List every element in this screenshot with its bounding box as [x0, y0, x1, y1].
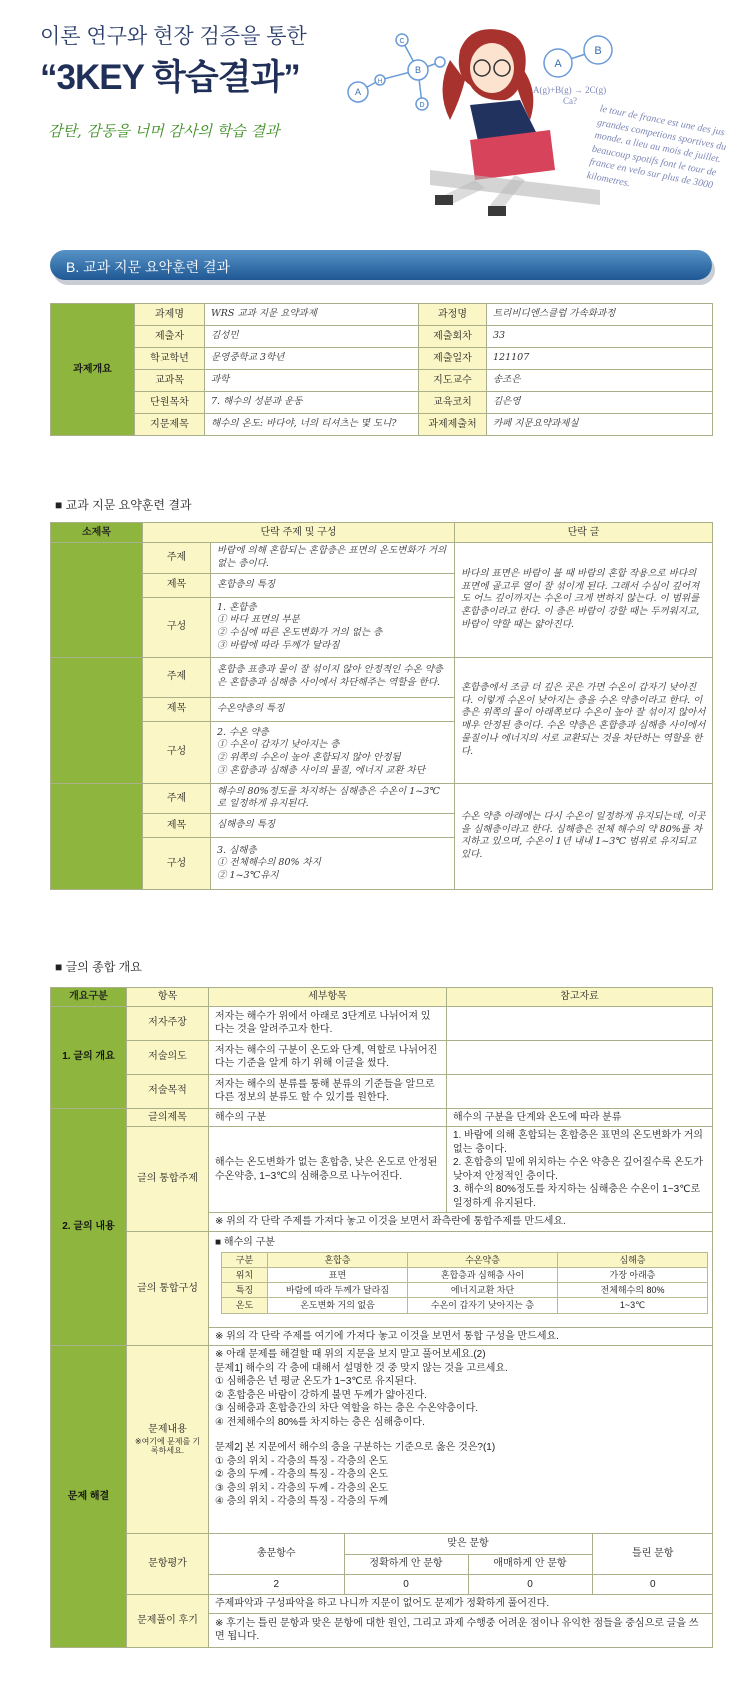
- header-subtitle: 이론 연구와 현장 검증을 통한: [40, 25, 307, 48]
- evaluation-cell: [209, 1534, 713, 1595]
- overall-ref-empty: [447, 1040, 713, 1074]
- comp-cell: 온도변화 거의 없음: [268, 1298, 408, 1313]
- comp-cell: 혼합층과 심해층 사이: [408, 1268, 558, 1283]
- problem-spacer: [215, 1429, 706, 1441]
- comp-line: ① 바다 표면의 부분: [217, 614, 300, 626]
- formula-text-2: Ca?: [563, 96, 577, 106]
- overall-table: [50, 987, 713, 1648]
- overview-label: 과정명: [419, 304, 487, 326]
- overview-label: 교육코치: [419, 392, 487, 414]
- problem-label-cell: [127, 1346, 209, 1534]
- problem-line: ③ 층의 위치 - 각층의 두께 - 각층의 온도: [215, 1482, 389, 1494]
- comp-line: ② 수심에 따른 온도변화가 거의 없는 층: [217, 627, 383, 639]
- problem-line: 문제1] 해수의 각 층에 대해서 설명한 것 중 맞지 않는 것을 고르세요.: [215, 1362, 508, 1374]
- ref-line: 3. 해수의 80%정도를 차지하는 심해층은 수온이 1~3℃로 일정하게 유지된다.: [453, 1184, 701, 1209]
- overall-ref-empty: [447, 1006, 713, 1040]
- row-label-title: 제목: [143, 814, 211, 838]
- composition-note: ※ 위의 각 단락 주제를 여기에 가져다 놓고 이것을 보면서 통합 구성을 만드세요.: [209, 1327, 713, 1346]
- overview-value: WRS 교과 지문 요약과제: [205, 304, 419, 326]
- comp-cell: 가장 아래층: [558, 1268, 708, 1283]
- overall-row-text: 저자는 해수의 구분이 온도와 단계, 역할로 나뉘어진다는 기준을 알게 하기 위해 이글을 썼다.: [209, 1040, 447, 1074]
- overview-value: 해수의 온도: 바다야, 너의 티셔츠는 몇 도니?: [205, 414, 419, 436]
- diagram-label: C: [399, 38, 405, 45]
- eval-value: 0: [468, 1574, 592, 1594]
- block-topic: 바람에 의해 혼합되는 혼합층은 표면의 온도변화가 거의 없는 층이다.: [211, 543, 455, 574]
- problem-line: ① 층의 위치 - 각층의 특징 - 각층의 온도: [215, 1455, 389, 1467]
- overview-label: 제출자: [135, 326, 205, 348]
- ref-line: 2. 혼합층의 밑에 위치하는 수온 약층은 깊어질수록 온도가 낮아져 안정적인 층이다.: [453, 1157, 703, 1182]
- overview-value: 121107: [487, 348, 713, 370]
- row-label-topic: 주제: [143, 783, 211, 814]
- overview-value: 7. 해수의 성분과 운동: [205, 392, 419, 414]
- block-paragraph: 수온 약층 아래에는 다시 수온이 일정하게 유지되는데, 이곳을 심해층이라고 한다. 심해층은 전체 해수의 약 80%를 차지하고 있으며, 수온이 1년 내내 1~3℃ 범위로 유지되고 있다.: [455, 783, 713, 890]
- problem-line: ① 심해층은 년 평균 온도가 1~3℃로 유지된다.: [215, 1376, 417, 1387]
- overview-value: 김성민: [205, 326, 419, 348]
- text-title: 해수의 구분: [209, 1108, 447, 1127]
- overview-label: 지도교수: [419, 370, 487, 392]
- block-composition: [211, 597, 455, 657]
- diagram-label: D: [419, 102, 425, 109]
- overview-value: 트리비디엔스클럽 가속화과정: [487, 304, 713, 326]
- overall-row-label: 글의제목: [127, 1108, 209, 1127]
- row-label-comp: 구성: [143, 838, 211, 890]
- problem-content: [209, 1346, 713, 1534]
- comp-line: 2. 수온 약층: [217, 726, 269, 738]
- row-label-title: 제목: [143, 697, 211, 721]
- overall-row-text: 저자는 해수의 분류를 통해 분류의 기준들을 알므로 다른 정보의 분류도 할 수 있기를 원한다.: [209, 1074, 447, 1108]
- comp-cell: 1~3℃: [558, 1298, 708, 1313]
- comp-cell: 특징: [222, 1283, 268, 1298]
- overall-row-label: 글의 통합주제: [127, 1127, 209, 1232]
- comp-cell: 에너지교환 차단: [408, 1283, 558, 1298]
- eval-head: 틀린 문항: [592, 1534, 712, 1574]
- comp-cell: 온도: [222, 1298, 268, 1313]
- header-handwritten: 감탄, 감동을 너머 감사의 학습 결과: [48, 122, 280, 140]
- section-b-title: B. 교과 지문 요약훈련 결과: [50, 250, 712, 280]
- comp-cell: 바람에 따라 두께가 달라짐: [268, 1283, 408, 1298]
- overall-row-text: 저자는 해수가 위에서 아래로 3단계로 나뉘어져 있다는 것을 알려주고자 한다.: [209, 1006, 447, 1040]
- overview-label: 과제제출처: [419, 414, 487, 436]
- overview-label: 지문제목: [135, 414, 205, 436]
- formula-text: A(g)+B(g) → 2C(g): [533, 85, 607, 95]
- eval-value: 0: [592, 1574, 712, 1594]
- overall-heading: ■ 글의 종합 개요: [55, 960, 142, 974]
- bubble-label: B: [594, 45, 602, 57]
- eval-head: 맞은 문항: [344, 1534, 592, 1554]
- evaluation-label: 문항평가: [127, 1534, 209, 1595]
- comp-line: 1. 혼합층: [217, 601, 257, 613]
- diagram-label: B: [414, 65, 422, 75]
- integrated-theme-ref: [447, 1127, 713, 1213]
- summary-subtitle-cell: [51, 783, 143, 890]
- review-note: ※ 후기는 틀린 문항과 맞은 문항에 대한 원인, 그리고 과제 수행중 어려운 점이나 유익한 점들을 중심으로 글을 쓰면 됩니다.: [209, 1613, 713, 1647]
- comp-head: 혼합층: [268, 1253, 408, 1268]
- summary-heading: ■ 교과 지문 요약훈련 결과: [55, 498, 192, 512]
- integrated-theme: 해수는 온도변화가 없는 혼합층, 낮은 온도로 안정된 수온약층, 1~3℃의 심해층으로 나누어진다.: [209, 1127, 447, 1213]
- eval-head: 애매하게 안 문항: [468, 1554, 592, 1574]
- overview-value: 김은영: [487, 392, 713, 414]
- header-title: “3KEY 학습결과”: [40, 58, 300, 97]
- block-composition: [211, 838, 455, 890]
- overall-row-label: 저술의도: [127, 1040, 209, 1074]
- overview-value: 문영중학교 3학년: [205, 348, 419, 370]
- theme-note: ※ 위의 각 단락 주제를 가져다 놓고 이것을 보면서 좌측란에 통합주제를 만드세요.: [209, 1213, 713, 1232]
- overall-row-label: 저술목적: [127, 1074, 209, 1108]
- composition-title: ■ 해수의 구분: [215, 1236, 275, 1248]
- overview-label: 제출일자: [419, 348, 487, 370]
- overview-label: 학교학년: [135, 348, 205, 370]
- overall-col-header: 세부항목: [209, 988, 447, 1007]
- problem-line: 문제2] 본 지문에서 해수의 층을 구분하는 기준으로 옳은 것은?(1): [215, 1442, 496, 1453]
- row-label-comp: 구성: [143, 597, 211, 657]
- overall-section-3: 문제 해결: [51, 1346, 127, 1648]
- problem-line: ③ 심해층과 혼합층간의 차단 역할을 하는 층은 수온약층이다.: [215, 1403, 479, 1414]
- overview-label: 교과목: [135, 370, 205, 392]
- block-topic: 해수의 80%정도를 차지하는 심해층은 수온이 1~3℃로 일정하게 유지된다.: [211, 783, 455, 814]
- block-paragraph: 혼합층에서 조금 더 깊은 곳은 가면 수온이 갑자기 낮아진다. 이렇게 수온이 낮아지는 층을 수온 약층이라고 한다. 이 층은 위쪽의 물이 아래쪽보다 수온이 높아 잘 섞이지 않아서 매우 안정된 층이다. 수온 약층은 혼합층과 심해층 사이에서 물질이나 에너지의 서로 교환되는 것을 차단하는 역할을 한다.: [455, 657, 713, 783]
- comp-line: 3. 심해층: [217, 844, 257, 856]
- comp-cell: 수온이 갑자기 낮아지는 층: [408, 1298, 558, 1313]
- overview-value: 33: [487, 326, 713, 348]
- overall-row-label: 저자주장: [127, 1006, 209, 1040]
- overview-label: 과제명: [135, 304, 205, 326]
- comp-line: ② 1~3℃유지: [217, 870, 279, 882]
- french-text: le tour de france est une des jus grandes competions sportives du monde. a lieu au mois de juillet. beaucoup spotifs font le tour de france en velo sur plus de 3000 kilometres.: [585, 103, 728, 192]
- problem-line: ② 혼합층은 바람이 강하게 불면 두께가 얇아진다.: [215, 1389, 427, 1401]
- comp-cell: 전체해수의 80%: [558, 1283, 708, 1298]
- overall-row-label: 글의 통합구성: [127, 1231, 209, 1346]
- problem-line: ② 층의 두께 - 각층의 특징 - 각층의 온도: [215, 1469, 389, 1480]
- overview-value: 과학: [205, 370, 419, 392]
- overall-col-header: 개요구분: [51, 988, 127, 1007]
- block-title: 혼합층의 특징: [211, 573, 455, 597]
- composition-cell: [209, 1231, 713, 1327]
- ref-line: 1. 바람에 의해 혼합되는 혼합층은 표면의 온도변화가 거의 없는 층이다.: [453, 1130, 703, 1155]
- summary-table: [50, 522, 713, 890]
- header-banner: [0, 0, 740, 232]
- comp-head: 수온약층: [408, 1253, 558, 1268]
- row-label-topic: 주제: [143, 543, 211, 574]
- comp-head: 구분: [222, 1253, 268, 1268]
- overall-ref-empty: [447, 1074, 713, 1108]
- overview-label: 제출회차: [419, 326, 487, 348]
- block-topic: 혼합층 표층과 물이 잘 섞이지 않아 안정적인 수온 약층은 혼합층과 심해층 사이에서 차단해주는 역할을 한다.: [211, 657, 455, 697]
- block-paragraph: 바다의 표면은 바람이 불 때 바람의 혼합 작용으로 바다의 표면에 골고루 열이 잘 섞이게 된다. 그래서 수심이 깊어져도 어느 깊이까지는 수온이 크게 변하지 않는다. 이 범위를 혼합층이라고 한다. 이 층은 바람이 강할 때는 두꺼워지고, 바람이 약할 때는 얇아진다.: [455, 543, 713, 658]
- block-composition: [211, 721, 455, 783]
- row-label-topic: 주제: [143, 657, 211, 697]
- review-text: 주제파악과 구성파악을 하고 나니까 지문이 없어도 문제가 정확하게 풀어진다.: [209, 1595, 713, 1614]
- overall-col-header: 항목: [127, 988, 209, 1007]
- diagram-label: A: [354, 87, 362, 97]
- diagram-label: H: [377, 79, 383, 85]
- overview-value: 송조은: [487, 370, 713, 392]
- composition-table: [221, 1252, 708, 1314]
- overview-table: [50, 303, 713, 436]
- comp-line: ① 수온이 갑자기 낮아지는 층: [217, 739, 340, 751]
- comp-cell: 위치: [222, 1268, 268, 1283]
- overall-section-1: 1. 글의 개요: [51, 1006, 127, 1108]
- overall-section-2: 2. 글의 내용: [51, 1108, 127, 1346]
- comp-line: ③ 혼합층과 심해층 사이의 물질, 에너지 교환 차단: [217, 764, 426, 776]
- summary-col-header: 단락 주제 및 구성: [143, 523, 455, 543]
- problem-label: 문제내용: [148, 1424, 187, 1436]
- evaluation-table: [209, 1534, 713, 1594]
- eval-value: 0: [344, 1574, 468, 1594]
- comp-line: ③ 바람에 따라 두께가 달라짐: [217, 639, 340, 651]
- row-label-title: 제목: [143, 573, 211, 597]
- block-title: 심해층의 특징: [211, 814, 455, 838]
- overall-col-header: 참고자료: [447, 988, 713, 1007]
- eval-head: 정확하게 안 문항: [344, 1554, 468, 1574]
- formula-bubbles: [528, 28, 648, 108]
- overview-side-label: 과제개요: [51, 304, 135, 436]
- overview-value: 카페 지문요약과제실: [487, 414, 713, 436]
- problem-line: ④ 층의 위치 - 각층의 특징 - 각층의 두께: [215, 1496, 389, 1507]
- block-title: 수온약층의 특징: [211, 697, 455, 721]
- comp-line: ② 위쪽의 수온이 높아 혼합되지 않아 안정됨: [217, 752, 401, 764]
- review-label: 문제풀이 후기: [127, 1595, 209, 1648]
- problem-line: ④ 전체해수의 80%를 차지하는 층은 심해층이다.: [215, 1416, 425, 1428]
- row-label-comp: 구성: [143, 721, 211, 783]
- comp-head: 심해층: [558, 1253, 708, 1268]
- text-title-ref: 해수의 구분을 단계와 온도에 따라 분류: [447, 1108, 713, 1127]
- summary-subtitle-cell: [51, 657, 143, 783]
- overview-label: 단원목차: [135, 392, 205, 414]
- problem-note: ※여기에 문제를 기록하세요.: [134, 1436, 201, 1456]
- eval-value: 2: [209, 1574, 344, 1594]
- eval-head: 총문항수: [209, 1534, 344, 1574]
- comp-line: ① 전체해수의 80% 차지: [217, 857, 321, 869]
- comp-cell: 표면: [268, 1268, 408, 1283]
- summary-subtitle-cell: [51, 543, 143, 658]
- bubble-label: A: [554, 58, 562, 70]
- problem-line: ※ 아래 문제를 해결할 때 위의 지문을 보지 말고 풀어보세요.(2): [215, 1349, 486, 1360]
- summary-col-header: 단락 글: [455, 523, 713, 543]
- summary-col-header: 소제목: [51, 523, 143, 543]
